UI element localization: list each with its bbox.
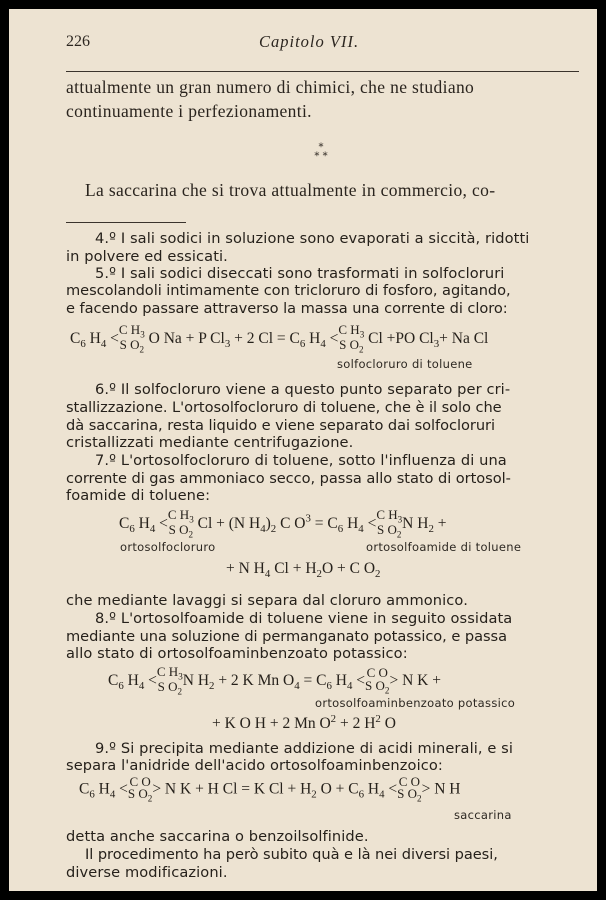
equation-ortosolfoamide: $C_6$ $H_4$ < C $H_3$ S $O_2$ Cl + (N $H_4)_2$ C $O^3 = C_6$ $H_4$ < C $H_3$ S $O_2$ N $H_2$ +: [119, 507, 447, 540]
equation-ortosolfoaminbenzoato-continued: + K O H + 2 Mn $O^2 + 2$ $H^2$ O: [212, 713, 396, 733]
note8-line-3: allo stato di ortosolfoaminbenzoato potassico:: [66, 645, 408, 662]
header-rule: [66, 71, 579, 72]
note5-line-2: mescolandoli intimamente con tricloruro di fosforo, agitando,: [66, 282, 511, 299]
closing-line-2: Il procedimento ha però subito quà e là nei diversi paesi,: [85, 846, 498, 863]
note7-line-2: corrente di gas ammoniaco secco, passa allo stato di ortosol-: [66, 470, 511, 487]
note6-line-2: stallizzazione. L'ortosolfocloruro di toluene, che è il solo che: [66, 399, 502, 416]
page: [9, 9, 597, 891]
chapter-title: Capitolo VII.: [259, 32, 360, 51]
section-separator: * * *: [314, 142, 328, 162]
page-number: 226: [66, 33, 90, 50]
equation-ortosolfoaminbenzoato: $C_6$ $H_4$ < C $H_3$ S $O_2$ N $H_2 + 2$ K Mn $O_4 = C_6$ $H_4$ < C O S $O_2$ > N K +: [108, 664, 441, 697]
closing-line-1: detta anche saccarina o benzoilsolfinide.: [66, 828, 369, 845]
body-saccarina-line: La saccarina che si trova attualmente in commercio, co-: [85, 180, 496, 200]
equation-solfocloruro: $C_6$ $H_4$ < C $H_3$ S $O_2$ O Na + P $Cl_3 + 2$ $Cl = C_6$ $H_4$ < C $H_3$ S $O_2$ Cl +PO $Cl_3+ Na$ Cl: [70, 322, 489, 355]
label-ortosolfoamide: ortosolfoamide di toluene: [366, 540, 522, 554]
label-saccarina: saccarina: [454, 808, 512, 822]
label-solfocloruro: solfocloruro di toluene: [337, 357, 473, 371]
note6-line-1: 6.º Il solfocloruro viene a questo punto separato per cri-: [95, 381, 511, 398]
note6-line-3: dà saccarina, resta liquido e viene separato dai solfocloruri: [66, 417, 495, 434]
note8-line-2: mediante una soluzione di permanganato potassico, e passa: [66, 628, 507, 645]
note5-line-1: 5.º I sali sodici diseccati sono trasformati in solfocloruri: [95, 265, 505, 282]
label-ortosolfocloruro: ortosolfocloruro: [120, 540, 216, 554]
note4-line-2: in polvere ed essicati.: [66, 248, 228, 265]
note5-line-3: e facendo passare attraverso la massa una corrente di cloro:: [66, 300, 508, 317]
closing-line-3: diverse modificazioni.: [66, 864, 228, 881]
note7-line-3: foamide di toluene:: [66, 487, 211, 504]
body-line-2: continuamente i perfezionamenti.: [66, 101, 312, 121]
cloruro-line: che mediante lavaggi si separa dal cloruro ammonico.: [66, 592, 468, 609]
equation-ortosolfoamide-continued: + N $H_4$ $Cl + H_2O + C$ $O_2$: [226, 560, 381, 581]
note4-line-1: 4.º I sali sodici in soluzione sono evaporati a siccità, ridotti: [95, 230, 530, 247]
label-ortosolfoaminbenzoato: ortosolfoaminbenzoato potassico: [315, 696, 516, 710]
equation-saccarina: $C_6$ $H_4$ < C O S $O_2$ > N K + H Cl = K $Cl + H_2$ $O + C_6$ $H_4$ < C O S $O_2$ > N H: [79, 774, 461, 804]
footnote-rule: [66, 222, 186, 223]
note9-line-2: separa l'anidride dell'acido ortosolfoaminbenzoico:: [66, 757, 443, 774]
note8-line-1: 8.º L'ortosolfoamide di toluene viene in seguito ossidata: [95, 610, 513, 627]
body-line-1: attualmente un gran numero di chimici, che ne studiano: [66, 77, 475, 97]
note7-line-1: 7.º L'ortosolfocloruro di toluene, sotto l'influenza di una: [95, 452, 507, 469]
note6-line-4: cristallizzati mediante centrifugazione.: [66, 434, 354, 451]
note9-line-1: 9.º Si precipita mediante addizione di acidi minerali, e si: [95, 740, 514, 757]
